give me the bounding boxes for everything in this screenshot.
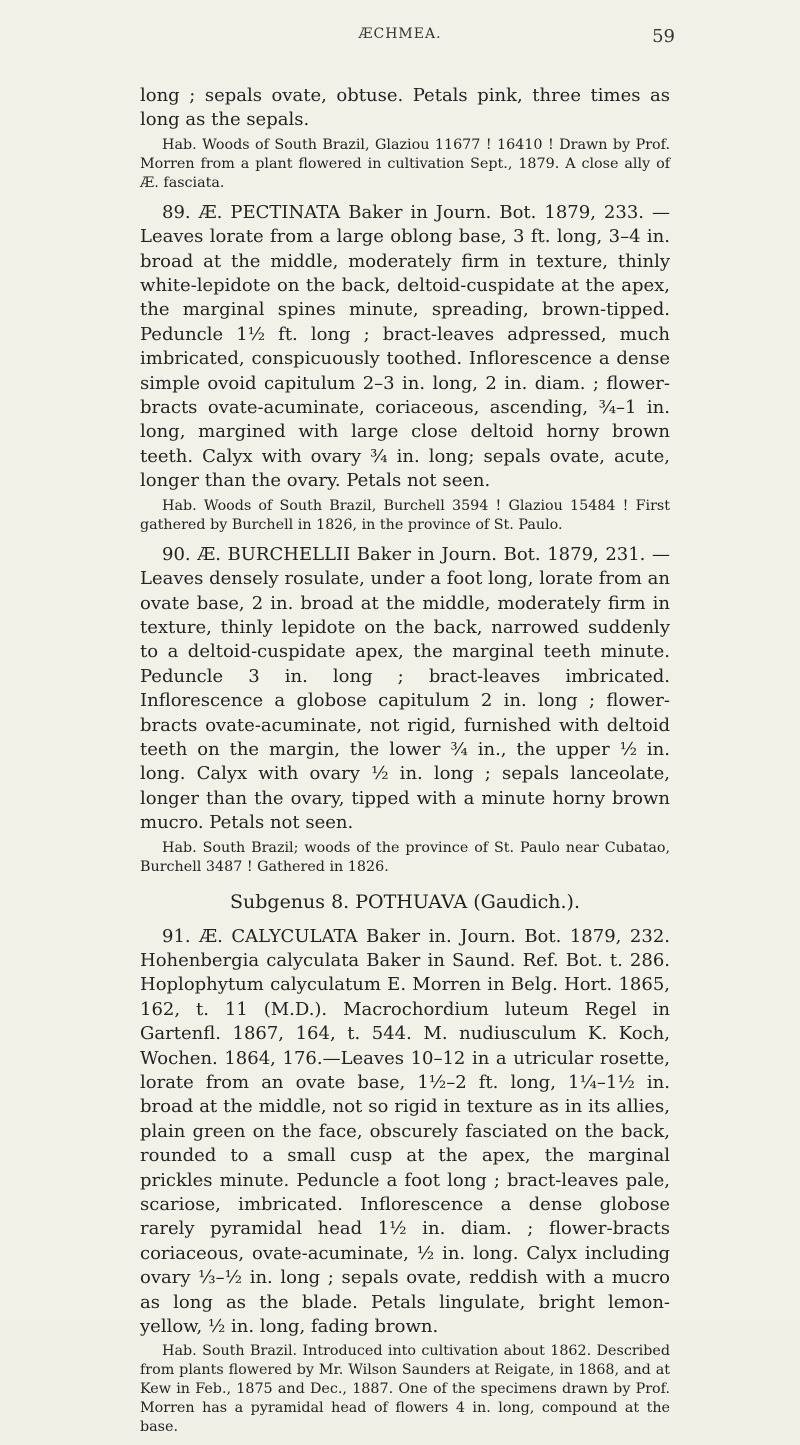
continuation-paragraph: long ; sepals ovate, obtuse. Petals pink, three times as long as the sepals. bbox=[140, 85, 670, 131]
habitat-note: Hab. Woods of South Brazil, Glaziou 11677 ! 16410 ! Drawn by Prof. Morren from a plant flowered in cultivation Sept., 1879. A close ally of Æ. fasciata. bbox=[140, 136, 670, 191]
species-entry-pectinata: 89. Æ. PECTINATA Baker in Journ. Bot. 1879, 233. — Leaves lorate from a large oblong base, 3 ft. long, 3–4 in. broad at the middle, moderately firm in texture, thinly white-lepidote on the back, deltoid-cuspidate at the apex, the marginal spines minute, spreading, brown-tipped. Peduncle 1½ ft. long ; bract-leaves adpressed, much imbricated, conspicuously toothed. Inflorescence a dense simple ovoid capitulum 2–3 in. long, 2 in. diam. ; flower-bracts ovate-acuminate, coriaceous, ascending, ¾–1 in. long, margined with large close deltoid horny brown teeth. Calyx with ovary ¾ in. long; sepals ovate, acute, longer than the ovary. Petals not seen. bbox=[140, 201, 670, 492]
subgenus-heading: Subgenus 8. POTHUAVA (Gaudich.). bbox=[229, 890, 580, 913]
habitat-note: Hab. Woods of South Brazil, Burchell 3594 ! Glaziou 15484 ! First gathered by Burchell in 1826, in the province of St. Paulo. bbox=[140, 497, 670, 533]
species-entry-calyculata: 91. Æ. CALYCULATA Baker in. Journ. Bot. 1879, 232. Hohenbergia calyculata Baker in Saund. Ref. Bot. t. 286. Hoplophytum calyculatum E. Morren in Belg. Hort. 1865, 162, t. 11 (M.D.). Macrochordium luteum Regel in Gartenfl. 1867, 164, t. 544. M. nudiusculum K. Koch, Wochen. 1864, 176.—Leaves 10–12 in a utricular rosette, lorate from an ovate base, 1½–2 ft. long, 1¼–1½ in. broad at the middle, not so rigid in texture as in its allies, plain green on the face, obscurely fasciated on the back, rounded to a small cusp at the apex, the marginal prickles minute. Peduncle a foot long ; bract-leaves pale, scariose, imbricated. Inflorescence a dense globose rarely pyramidal head 1½ in. diam. ; flower-bracts coriaceous, ovate-acuminate, ½ in. long. Calyx including ovary ⅓–½ in. long ; sepals ovate, reddish with a mucro as long as the blade. Petals lingulate, bright lemon-yellow, ½ in. long, fading brown. bbox=[140, 925, 670, 1338]
page-body bbox=[140, 84, 670, 1445]
running-title: ÆCHMEA. bbox=[358, 26, 442, 42]
habitat-note: Hab. South Brazil; woods of the province of St. Paulo near Cubatao, Burchell 3487 ! Gathered in 1826. bbox=[140, 839, 670, 875]
page-number: 59 bbox=[652, 26, 675, 47]
page-header bbox=[0, 26, 800, 56]
habitat-note: Hab. South Brazil. Introduced into cultivation about 1862. Described from plants flowered by Mr. Wilson Saunders at Reigate, in 1868, and at Kew in Feb., 1875 and Dec., 1887. One of the specimens drawn by Prof. Morren has a pyramidal head of flowers 4 in. long, compound at the base. bbox=[140, 1343, 670, 1436]
species-entry-burchellii: 90. Æ. BURCHELLII Baker in Journ. Bot. 1879, 231. — Leaves densely rosulate, under a foot long, lorate from an ovate base, 2 in. broad at the middle, moderately firm in texture, thinly lepidote on the back, narrowed suddenly to a deltoid-cuspidate apex, the marginal teeth minute. Peduncle 3 in. long ; bract-leaves imbricated. Inflorescence a globose capitulum 2 in. long ; flower-bracts ovate-acuminate, not rigid, furnished with deltoid teeth on the margin, the lower ¾ in., the upper ½ in. long. Calyx with ovary ½ in. long ; sepals lanceolate, longer than the ovary, tipped with a minute horny brown mucro. Petals not seen. bbox=[140, 543, 670, 834]
